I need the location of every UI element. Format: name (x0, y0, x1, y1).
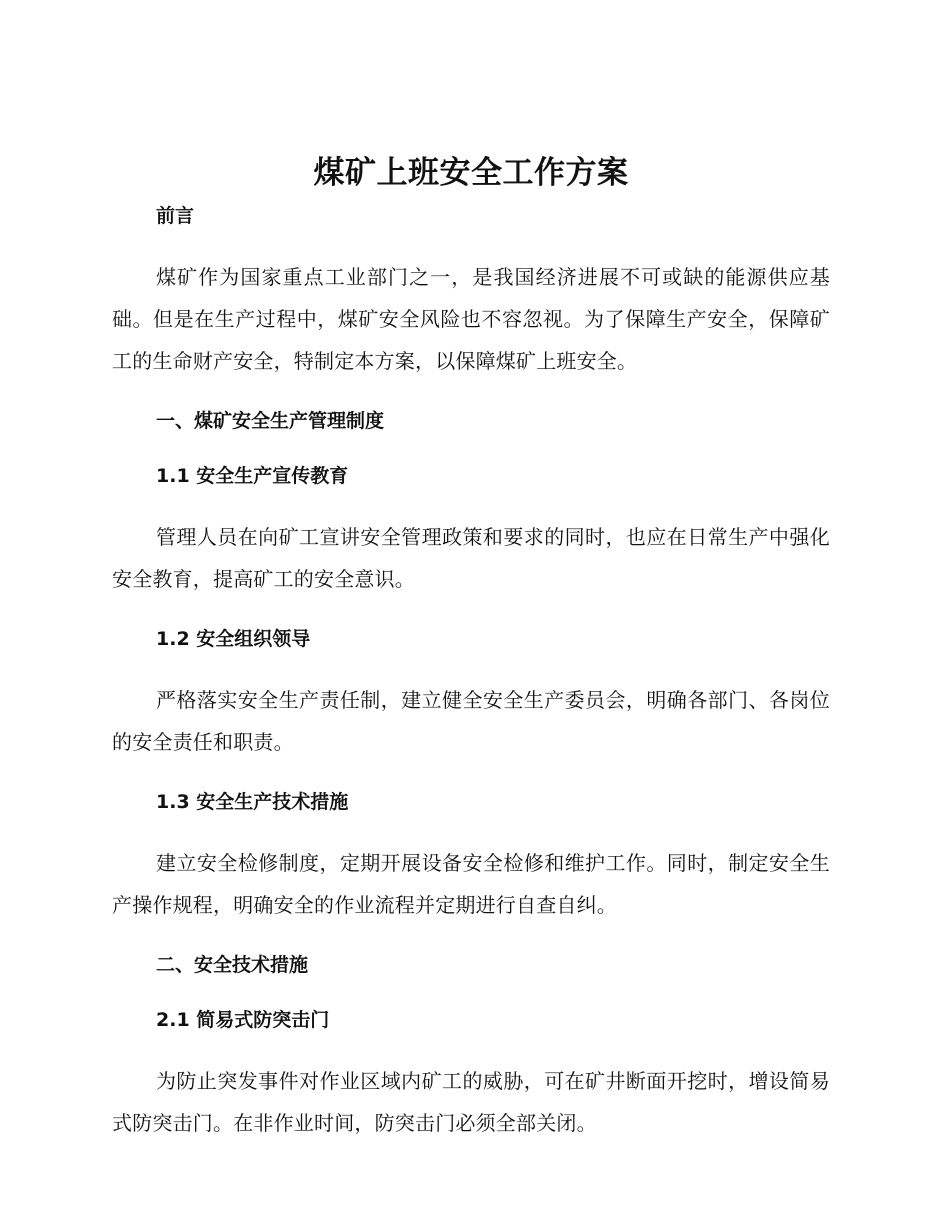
heading-section-1-3: 1.3 安全生产技术措施 (156, 791, 349, 813)
heading-section-1: 一、煤矿安全生产管理制度 (156, 410, 385, 432)
spacer (112, 763, 830, 787)
spacer (112, 382, 830, 406)
paragraph-preface: 煤矿作为国家重点工业部门之一，是我国经济进展不可或缺的能源供应基础。但是在生产过程中，煤矿安全风险也不容忽视。为了保障生产安全，保障矿工的生命财产安全，特制定本方案，以保障煤矿上班安全。 (112, 265, 830, 373)
spacer (112, 600, 830, 624)
heading-section-2-1: 2.1 简易式防突击门 (156, 1009, 330, 1031)
spacer (112, 231, 830, 256)
heading-preface: 前言 (156, 205, 195, 227)
paragraph-section-2-1: 为防止突发事件对作业区域内矿工的威胁，可在矿井断面开挖时，增设简易式防突击门。在非作业时间，防突击门必须全部关闭。 (112, 1069, 830, 1135)
spacer (112, 436, 830, 461)
paragraph-section-1-2: 严格落实安全生产责任制，建立健全安全生产委员会，明确各部门、各岗位的安全责任和职责。 (112, 688, 830, 754)
spacer (112, 926, 830, 950)
document-body (112, 150, 830, 1144)
spacer (112, 1035, 830, 1060)
spacer (112, 980, 830, 1005)
spacer (112, 491, 830, 516)
spacer (112, 654, 830, 679)
paragraph-section-1-3: 建立安全检修制度，定期开展设备安全检修和维护工作。同时，制定安全生产操作规程，明确安全的作业流程并定期进行自查自纠。 (112, 851, 830, 917)
spacer (112, 817, 830, 842)
heading-section-1-1: 1.1 安全生产宣传教育 (156, 465, 349, 487)
heading-section-1-2: 1.2 安全组织领导 (156, 628, 311, 650)
document-title: 煤矿上班安全工作方案 (313, 155, 629, 191)
heading-section-2: 二、安全技术措施 (156, 954, 309, 976)
paragraph-section-1-1: 管理人员在向矿工宣讲安全管理政策和要求的同时，也应在日常生产中强化安全教育，提高矿工的安全意识。 (112, 525, 830, 591)
